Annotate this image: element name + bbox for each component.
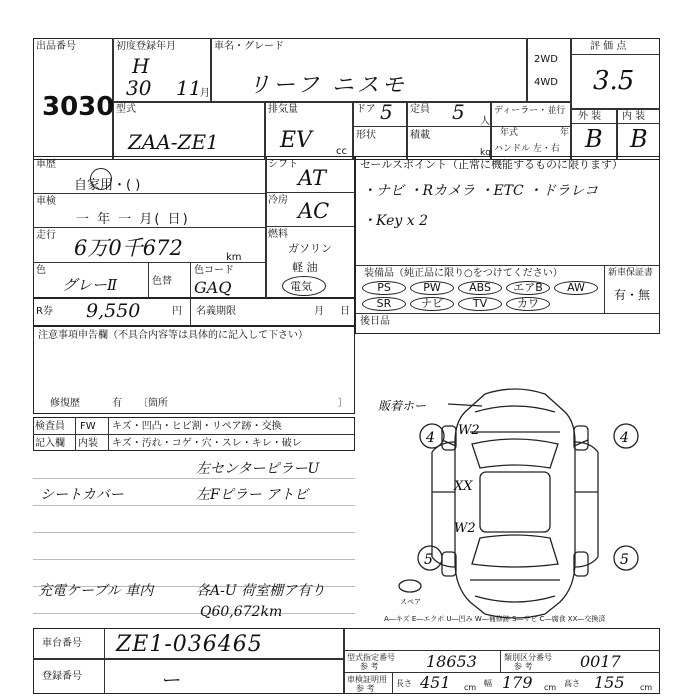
divider <box>570 123 660 124</box>
tire-rr: 5 <box>620 552 629 568</box>
recycle-row <box>33 298 355 326</box>
color-code-value: GAQ <box>194 278 232 297</box>
divider <box>343 650 660 651</box>
dealer-label: ディーラー・並行 <box>494 106 566 116</box>
fuel-label: 燃料 <box>268 229 288 240</box>
model-cert-sub: 参 考 <box>360 662 379 671</box>
load-unit: kg <box>480 148 491 158</box>
divider <box>265 156 267 298</box>
equipment-row-2 <box>362 297 602 311</box>
length-value: 451 <box>420 673 451 692</box>
type-label: 型式 <box>116 104 136 115</box>
mark-w2-front: W2 <box>458 423 480 438</box>
remark-3: シートカバー <box>40 487 124 503</box>
fuel-gasoline: ガソリン <box>288 242 332 255</box>
equipment-row2-item: カワ <box>506 297 550 311</box>
mileage-value: 6万0千672 <box>74 236 183 260</box>
divider <box>352 101 354 160</box>
divider <box>33 227 265 228</box>
month-unit: 月 <box>200 88 210 99</box>
exterior-grade: B <box>585 125 603 153</box>
fw-items: キズ・凹凸・ヒビ割・リペア跡・交換 <box>112 421 282 432</box>
chassis-value: ZE1-036465 <box>116 632 263 657</box>
mark-xx: XX <box>454 479 473 494</box>
cert-sub: 参 考 <box>356 684 375 693</box>
int-label: 内装 <box>78 438 98 449</box>
model-year-unit: 年 <box>560 128 570 138</box>
color-change-label: 色替 <box>152 276 172 287</box>
history-value: 自家用・( ) <box>74 178 141 193</box>
remark-5: 各A-U 荷室棚ア有り <box>196 583 326 599</box>
expiry-label: 名義期限 <box>196 306 236 317</box>
equipment-label: 装備品（純正品に限り○をつけてください） <box>364 268 563 279</box>
cert-label: 車検証明用 <box>347 675 387 684</box>
equipment-row2-item: SR <box>362 297 406 311</box>
equipment-row1-item: ABS <box>458 281 502 295</box>
divider <box>343 628 345 694</box>
load-label: 積載 <box>410 130 430 141</box>
recycle-label: R券 <box>36 306 53 317</box>
sales-points-label: セールスポイント（正常に機能するものに限ります） <box>360 158 624 171</box>
divider <box>75 417 76 451</box>
equipment-row1-item: AW <box>554 281 598 295</box>
divider <box>33 193 265 194</box>
divider <box>265 226 355 227</box>
electric-circle <box>282 276 326 296</box>
lot-number: 3030 <box>42 92 115 122</box>
type-value: ZAA-ZE1 <box>128 130 219 154</box>
car-diagram <box>370 382 660 627</box>
equipment-row2-item: TV <box>458 297 502 311</box>
height-unit: cm <box>640 683 653 692</box>
inspector-label: 検査員 <box>35 421 65 432</box>
divider <box>352 126 570 127</box>
spare-label: スペア <box>400 598 421 606</box>
divider <box>210 38 212 101</box>
divider <box>190 262 191 298</box>
recycle-amount: 9,550 <box>86 300 141 322</box>
rule-line <box>33 613 355 614</box>
int-items: キズ・汚れ・コゲ・穴・スレ・キレ・破レ <box>112 438 302 449</box>
remark-1: 左センターピラーU <box>196 461 320 477</box>
color-code-label: 色コード <box>194 265 234 276</box>
divider <box>264 101 266 160</box>
year-value: 30 <box>126 76 152 100</box>
rule-line <box>33 478 355 479</box>
exterior-label: 外 装 <box>578 111 602 122</box>
divider <box>392 672 393 694</box>
fw-label: FW <box>80 421 96 432</box>
doors-label: ドア <box>356 104 376 115</box>
model-cert-label: 型式指定番号 <box>347 653 395 662</box>
location-close: 〕 <box>338 398 348 409</box>
rule-line <box>33 532 355 533</box>
month-value: 11 <box>176 76 202 100</box>
divider <box>570 38 572 160</box>
divider <box>112 101 570 103</box>
capacity-unit: 人 <box>480 116 490 127</box>
equipment-row-1 <box>362 281 602 295</box>
rule-line <box>33 505 355 506</box>
class-label: 類別区分番号 <box>504 653 552 662</box>
first-reg-label: 初度登録年月 <box>116 41 176 52</box>
mileage-unit: km <box>226 252 242 263</box>
color-label: 色 <box>36 265 46 276</box>
capacity-value: 5 <box>452 100 465 124</box>
width-value: 179 <box>502 673 533 692</box>
divider <box>604 265 605 313</box>
reg-value: ー <box>160 668 180 692</box>
class-sub: 参 考 <box>514 662 533 671</box>
divider <box>108 417 109 451</box>
equipment-row1-item: PS <box>362 281 406 295</box>
equipment-row1-item: PW <box>410 281 454 295</box>
shift-value: AT <box>298 166 327 190</box>
location-label: 〔箇所 <box>138 398 168 409</box>
chassis-label: 車台番号 <box>42 638 82 649</box>
new-car-label: 新車保証書 <box>608 268 654 278</box>
divider <box>616 108 618 160</box>
class-value: 0017 <box>580 652 621 671</box>
tire-fr: 4 <box>620 430 629 446</box>
shift-label: シフト <box>268 159 298 170</box>
top-note: 販着ホー <box>378 399 427 413</box>
displacement-value: EV <box>280 128 312 153</box>
ac-value: AC <box>298 199 330 223</box>
mileage-label: 走行 <box>36 230 56 241</box>
equipment-row2-item: ナビ <box>410 297 454 311</box>
model-year-label: 年式 <box>500 128 519 138</box>
drive-4wd: 4WD <box>534 77 558 88</box>
divider <box>190 298 191 326</box>
notes-label: 注意事項申告欄（不具合内容等は具体的に記入して下さい） <box>38 330 308 341</box>
shape-label: 形状 <box>356 130 376 141</box>
model-cert-value: 18653 <box>426 652 477 671</box>
model-label: 車名・グレード <box>214 41 284 52</box>
divider <box>104 628 105 694</box>
divider <box>500 650 501 672</box>
divider <box>33 658 343 660</box>
length-unit: cm <box>464 683 477 692</box>
remark-4: 充電ケーブル 車内 <box>38 583 154 599</box>
expiry-day: 日 <box>340 306 350 317</box>
era-value: H <box>132 54 150 78</box>
model-name: リーフ ニスモ <box>248 73 407 98</box>
handle-label: ハンドル 左・右 <box>494 144 560 154</box>
divider <box>148 262 149 298</box>
doors-value: 5 <box>380 100 393 124</box>
length-label: 長さ <box>396 679 412 688</box>
divider <box>570 108 660 110</box>
divider <box>526 38 528 101</box>
rule-line <box>33 559 355 560</box>
divider <box>406 101 408 160</box>
displacement-label: 排気量 <box>268 104 298 115</box>
recycle-currency: 円 <box>172 306 182 317</box>
aftermarket-label: 後日品 <box>360 316 390 327</box>
lot-label: 出品番号 <box>36 41 76 52</box>
sales-points-line1: ・ナビ ・Rカメラ ・ETC ・ドラレコ <box>362 183 599 199</box>
history-label: 車歴 <box>36 159 56 170</box>
color-value: グレーⅡ <box>62 276 118 294</box>
drive-2wd: 2WD <box>534 54 558 65</box>
divider <box>265 192 355 193</box>
divider <box>355 265 660 266</box>
inspection-value: 一 年 一 月( 日) <box>76 212 190 227</box>
reg-label: 登録番号 <box>42 671 82 682</box>
remark-2: 左Fピラー アトビ <box>196 487 309 503</box>
width-label: 幅 <box>484 679 492 688</box>
divider <box>570 54 660 55</box>
divider <box>33 434 355 435</box>
fuel-diesel: 軽 油 <box>292 261 318 274</box>
divider <box>355 313 660 314</box>
sales-points-line2: ・Key x 2 <box>362 213 428 229</box>
height-label: 高さ <box>564 679 580 688</box>
interior-label: 内 装 <box>622 111 646 122</box>
repair-value: 有 <box>112 398 122 409</box>
mark-w2-rear: W2 <box>454 521 476 536</box>
expiry-month: 月 <box>314 306 324 317</box>
warranty-value: 有・無 <box>614 288 651 302</box>
remark-6: Q60,672km <box>200 604 283 620</box>
private-use-circle <box>90 168 112 190</box>
capacity-label: 定員 <box>410 104 430 115</box>
score-label: 評 価 点 <box>590 41 627 52</box>
ac-label: 冷房 <box>268 195 288 206</box>
equipment-row1-item: エアB <box>506 281 550 295</box>
displacement-unit: cc <box>336 146 347 157</box>
tire-fl: 4 <box>426 430 435 446</box>
fuel-electric: 電気 <box>290 280 312 293</box>
height-value: 155 <box>594 673 625 692</box>
repair-label: 修復歴 <box>50 398 80 409</box>
score-value: 3.5 <box>593 66 635 96</box>
width-unit: cm <box>544 683 557 692</box>
tire-rl: 5 <box>424 552 433 568</box>
recorder-label: 記入欄 <box>35 438 65 449</box>
inspection-label: 車検 <box>36 196 56 207</box>
interior-grade: B <box>630 125 648 153</box>
legend-text: A―キズ E―エクボ U―凹み W―補修跡 S―サビ C―腐食 XX―交換済 <box>384 615 606 623</box>
